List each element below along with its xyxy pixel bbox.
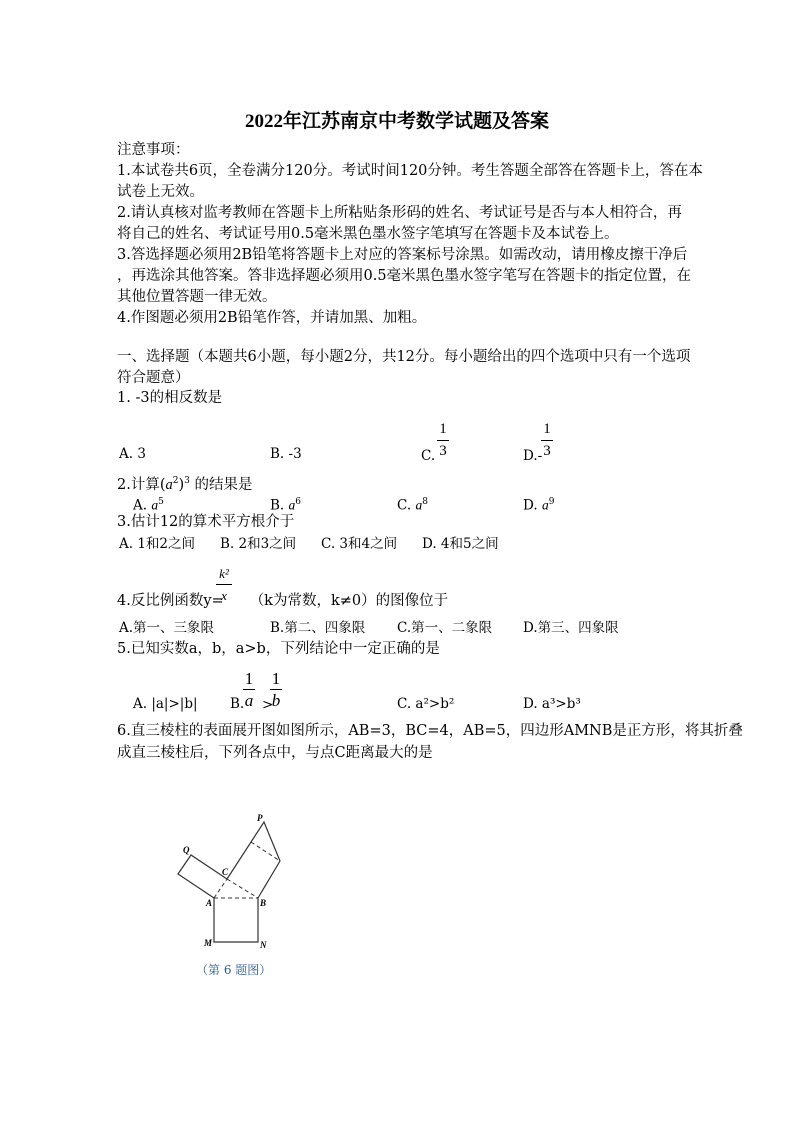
label-a: A (206, 898, 213, 908)
label-n: N (260, 940, 267, 950)
q4-option-b: B.第二、四象限 (270, 620, 366, 636)
q4-option-d: D.第三、四象限 (523, 620, 619, 636)
q5-stem: 5.已知实数a，b，a>b，下列结论中一定正确的是 (117, 641, 440, 657)
section-heading: 一、选择题（本题共6小题，每小题2分，共12分。每小题给出的四个选项中只有一个选项 (117, 349, 691, 365)
label-p: P (257, 813, 263, 823)
label-m: M (204, 938, 213, 948)
q1-stem: 1. -3的相反数是 (117, 390, 223, 406)
square-amnb (214, 898, 258, 942)
notice-line: 试卷上无效。 (117, 184, 204, 200)
rectangle-q (178, 855, 227, 898)
q4-option-a: A.第一、三象限 (119, 620, 215, 636)
q4-stem: 4.反比例函数y= （k为常数，k≠0）的图像位于 (117, 593, 449, 609)
q6-stem: 成直三棱柱后，下列各点中，与点C距离最大的是 (117, 745, 433, 761)
q1-option-d: D.- (523, 448, 543, 464)
notice-line: 将自己的姓名、考试证号用0.5毫米黑色墨水签字笔填写在答题卡及本试卷上。 (117, 226, 619, 242)
q4-option-c: C.第一、二象限 (397, 620, 493, 636)
q3-stem: 3.估计12的算术平方根介于 (117, 514, 295, 530)
label-c: C (222, 867, 229, 877)
notice-line: 4.作图题必须用2B铅笔作答，并请加黑、加粗。 (117, 310, 427, 326)
q5-option-d: D. a³>b³ (523, 696, 581, 712)
q2-option-a: A. $a^5$ (133, 497, 164, 514)
page-title: 2022年江苏南京中考数学试题及答案 (244, 111, 549, 132)
q1-option-c: C. (421, 448, 436, 464)
fraction-k2-over-x: k² x (216, 565, 232, 604)
q5-option-a: A. |a|>|b| (133, 696, 198, 712)
notice-heading: 注意事项： (117, 142, 190, 158)
q5-option-b: B. (230, 696, 245, 712)
notice-line: ，再选涂其他答案。答非选择题必须用0.5毫米黑色墨水签字笔写在答题卡的指定位置，在 (117, 268, 692, 284)
fraction-1-over-a: 1 a (244, 669, 254, 710)
q2-option-d: D. $a^9$ (523, 497, 555, 514)
greater-than: > (262, 697, 274, 713)
notice-line: 其他位置答题一律无效。 (117, 289, 277, 305)
figure-caption: （第 6 题图） (196, 963, 272, 977)
q2-option-b: B. $a^6$ (270, 497, 301, 514)
fraction-one-third: 1 3 (541, 421, 553, 460)
notice-line: 1.本试卷共6页，全卷满分120分。考试时间120分钟。考生答题全部答在答题卡上，答在本 (117, 163, 703, 179)
fraction-one-third: 1 3 (437, 421, 449, 460)
q1-option-b: B. -3 (270, 446, 302, 462)
q3-option-d: D. 4和5之间 (422, 536, 499, 552)
q1-option-a: A. 3 (119, 446, 146, 462)
section-heading: 符合题意） (117, 370, 190, 386)
q3-option-a: A. 1和2之间 (119, 536, 196, 552)
q5-option-c: C. a²>b² (397, 696, 455, 712)
triangle-p (227, 822, 280, 898)
q3-option-c: C. 3和4之间 (321, 536, 398, 552)
q3-option-b: B. 2和3之间 (220, 536, 297, 552)
label-q: Q (183, 845, 190, 855)
notice-line: 3.答选择题必须用2B铅笔将答题卡上对应的答案标号涂黑。如需改动，请用橡皮擦干净后 (117, 247, 688, 263)
notice-line: 2.请认真核对监考教师在答题卡上所粘贴条形码的姓名、考试证号是否与本人相符合，再 (117, 205, 682, 221)
q6-stem: 6.直三棱柱的表面展开图如图所示，AB=3，BC=4，AB=5，四边形AMNB是正方形，将其折叠 (117, 723, 743, 739)
label-b: B (260, 898, 267, 908)
q2-option-c: C. $a^8$ (397, 497, 428, 514)
q2-stem: 2.计算$(a^2)^3$ 的结果是 (117, 476, 253, 493)
fraction-1-over-b: 1 b (271, 669, 281, 710)
